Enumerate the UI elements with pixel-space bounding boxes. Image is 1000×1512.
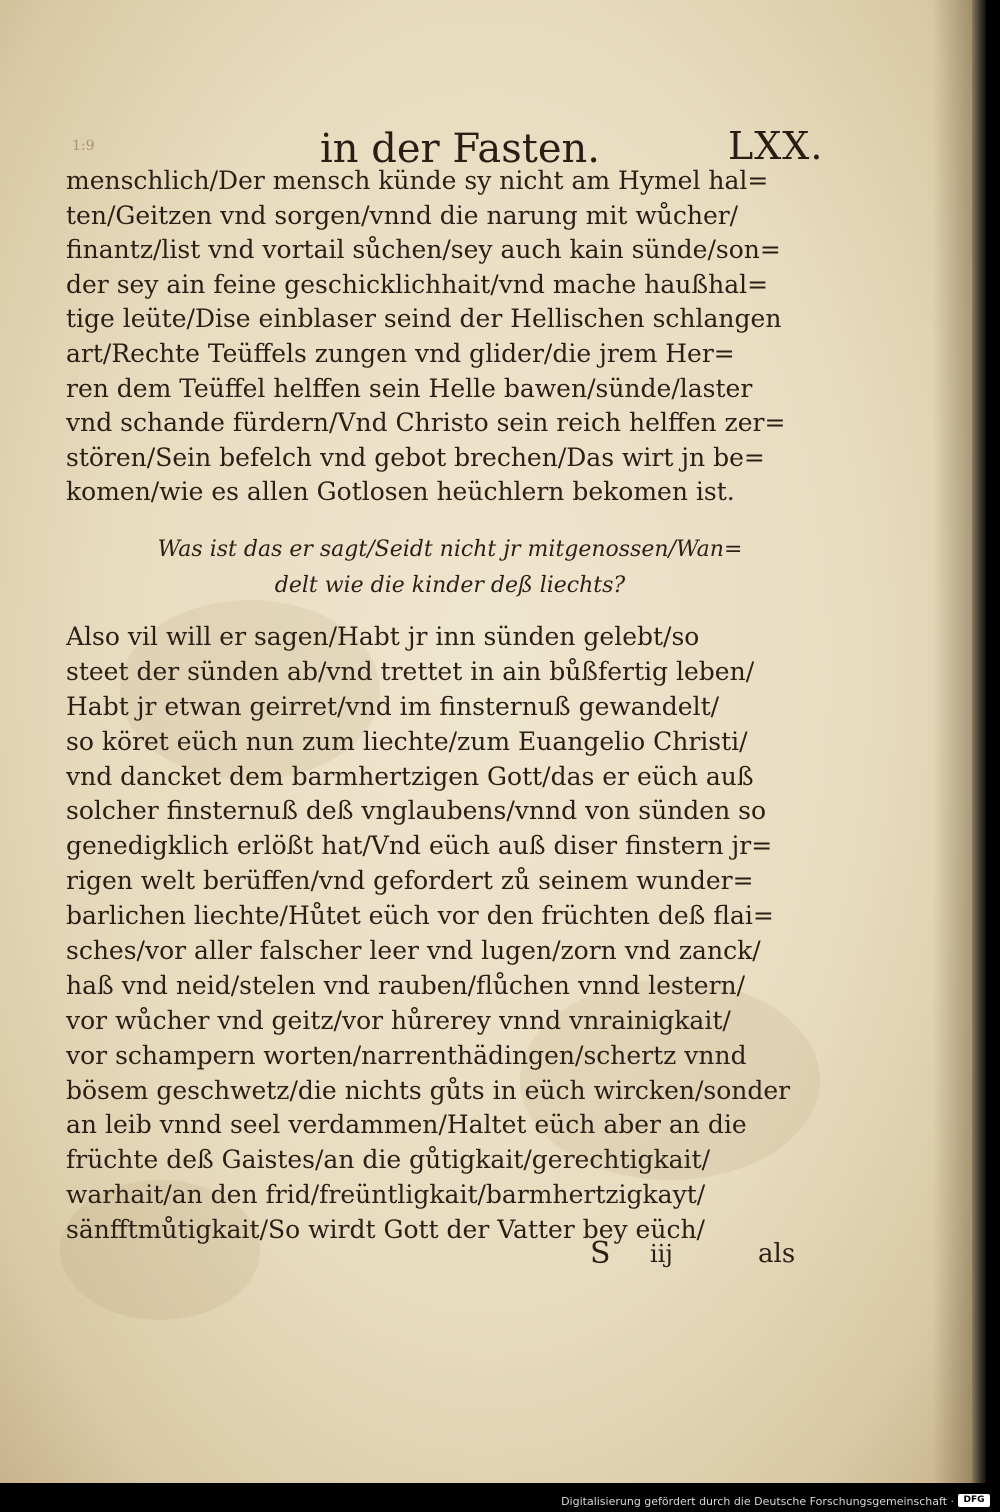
text-line: ren dem Teüffel helffen sein Helle bawen/sünde/laster bbox=[66, 373, 753, 403]
text-line: Habt jr etwan geirret/vnd im finsternuß gewandelt/ bbox=[66, 691, 720, 721]
text-line: finantz/list vnd vortail sůchen/sey auch kain sünde/son= bbox=[66, 235, 781, 265]
text-line: sänfftmůtigkait/So wirdt Gott der Vatter bey eüch/ bbox=[66, 1215, 705, 1245]
folio-number: LXX. bbox=[728, 124, 824, 168]
text-line: barlichen liechte/Hůtet eüch vor den früchten deß flai= bbox=[66, 901, 774, 931]
text-line: stören/Sein befelch vnd gebot brechen/Das wirt jn be= bbox=[66, 442, 765, 472]
text-line: menschlich/Der mensch künde sy nicht am Hymel hal= bbox=[66, 166, 769, 195]
dfg-logo-icon: DFG bbox=[958, 1494, 990, 1507]
text-line: vnd schande fürdern/Vnd Christo sein reich helffen zer= bbox=[66, 408, 786, 438]
text-line: steet der sünden ab/vnd trettet in ain bůßfertig leben/ bbox=[66, 656, 755, 686]
text-line: so köret eüch nun zum liechte/zum Euangelio Christi/ bbox=[66, 726, 748, 756]
text-line: an leib vnnd seel verdammen/Haltet eüch aber an die bbox=[66, 1110, 747, 1140]
subheading-line: delt wie die kinder deß liechts? bbox=[274, 573, 626, 598]
funding-credit: Digitalisierung gefördert durch die Deutsche Forschungsgemeinschaft · bbox=[561, 1495, 954, 1508]
text-line: komen/wie es allen Gotlosen heüchlern bekomen ist. bbox=[66, 477, 735, 507]
text-line: vor schampern worten/narrenthädingen/schertz vnnd bbox=[66, 1040, 747, 1070]
text-line: rigen welt berüffen/vnd gefordert zů seinem wunder= bbox=[66, 866, 754, 896]
paragraph-1 bbox=[66, 164, 806, 510]
text-line: Also vil will er sagen/Habt jr inn sünden gelebt/so bbox=[66, 622, 700, 651]
text-line: der sey ain feine geschicklichhait/vnd mache haußhal= bbox=[66, 269, 769, 299]
subheading bbox=[100, 532, 800, 604]
paragraph-2 bbox=[66, 620, 806, 1248]
running-title: in der Fasten. bbox=[320, 126, 601, 172]
folio-mark: 1:9 bbox=[72, 138, 95, 154]
subheading-line: Was ist das er sagt/Seidt nicht jr mitgenossen/Wan= bbox=[157, 537, 743, 562]
text-line: vnd dancket dem barmhertzigen Gott/das er eüch auß bbox=[66, 761, 754, 791]
signature-letter: S bbox=[590, 1236, 611, 1271]
catchword: als bbox=[758, 1239, 796, 1269]
text-line: genedigklich erlößt hat/Vnd eüch auß diser finstern jr= bbox=[66, 831, 773, 861]
signature-number: iij bbox=[650, 1240, 673, 1268]
text-line: ten/Geitzen vnd sorgen/vnnd die narung mit wůcher/ bbox=[66, 200, 739, 230]
page-edge-shadow bbox=[972, 0, 986, 1483]
text-line: haß vnd neid/stelen vnd rauben/flůchen vnnd lestern/ bbox=[66, 970, 746, 1000]
text-line: bösem geschwetz/die nichts gůts in eüch wircken/sonder bbox=[66, 1075, 791, 1105]
text-line: warhait/an den frid/freüntligkait/barmhertzigkayt/ bbox=[66, 1180, 706, 1210]
text-line: früchte deß Gaistes/an die gůtigkait/gerechtigkait/ bbox=[66, 1145, 711, 1175]
text-line: art/Rechte Teüffels zungen vnd glider/die jrem Her= bbox=[66, 338, 735, 368]
text-line: vor wůcher vnd geitz/vor hůrerey vnnd vnrainigkait/ bbox=[66, 1005, 731, 1035]
text-line: tige leüte/Dise einblaser seind der Hellischen schlangen bbox=[66, 304, 782, 334]
text-line: sches/vor aller falscher leer vnd lugen/zorn vnd zanck/ bbox=[66, 936, 761, 966]
text-line: solcher finsternuß deß vnglaubens/vnnd von sünden so bbox=[66, 796, 766, 826]
